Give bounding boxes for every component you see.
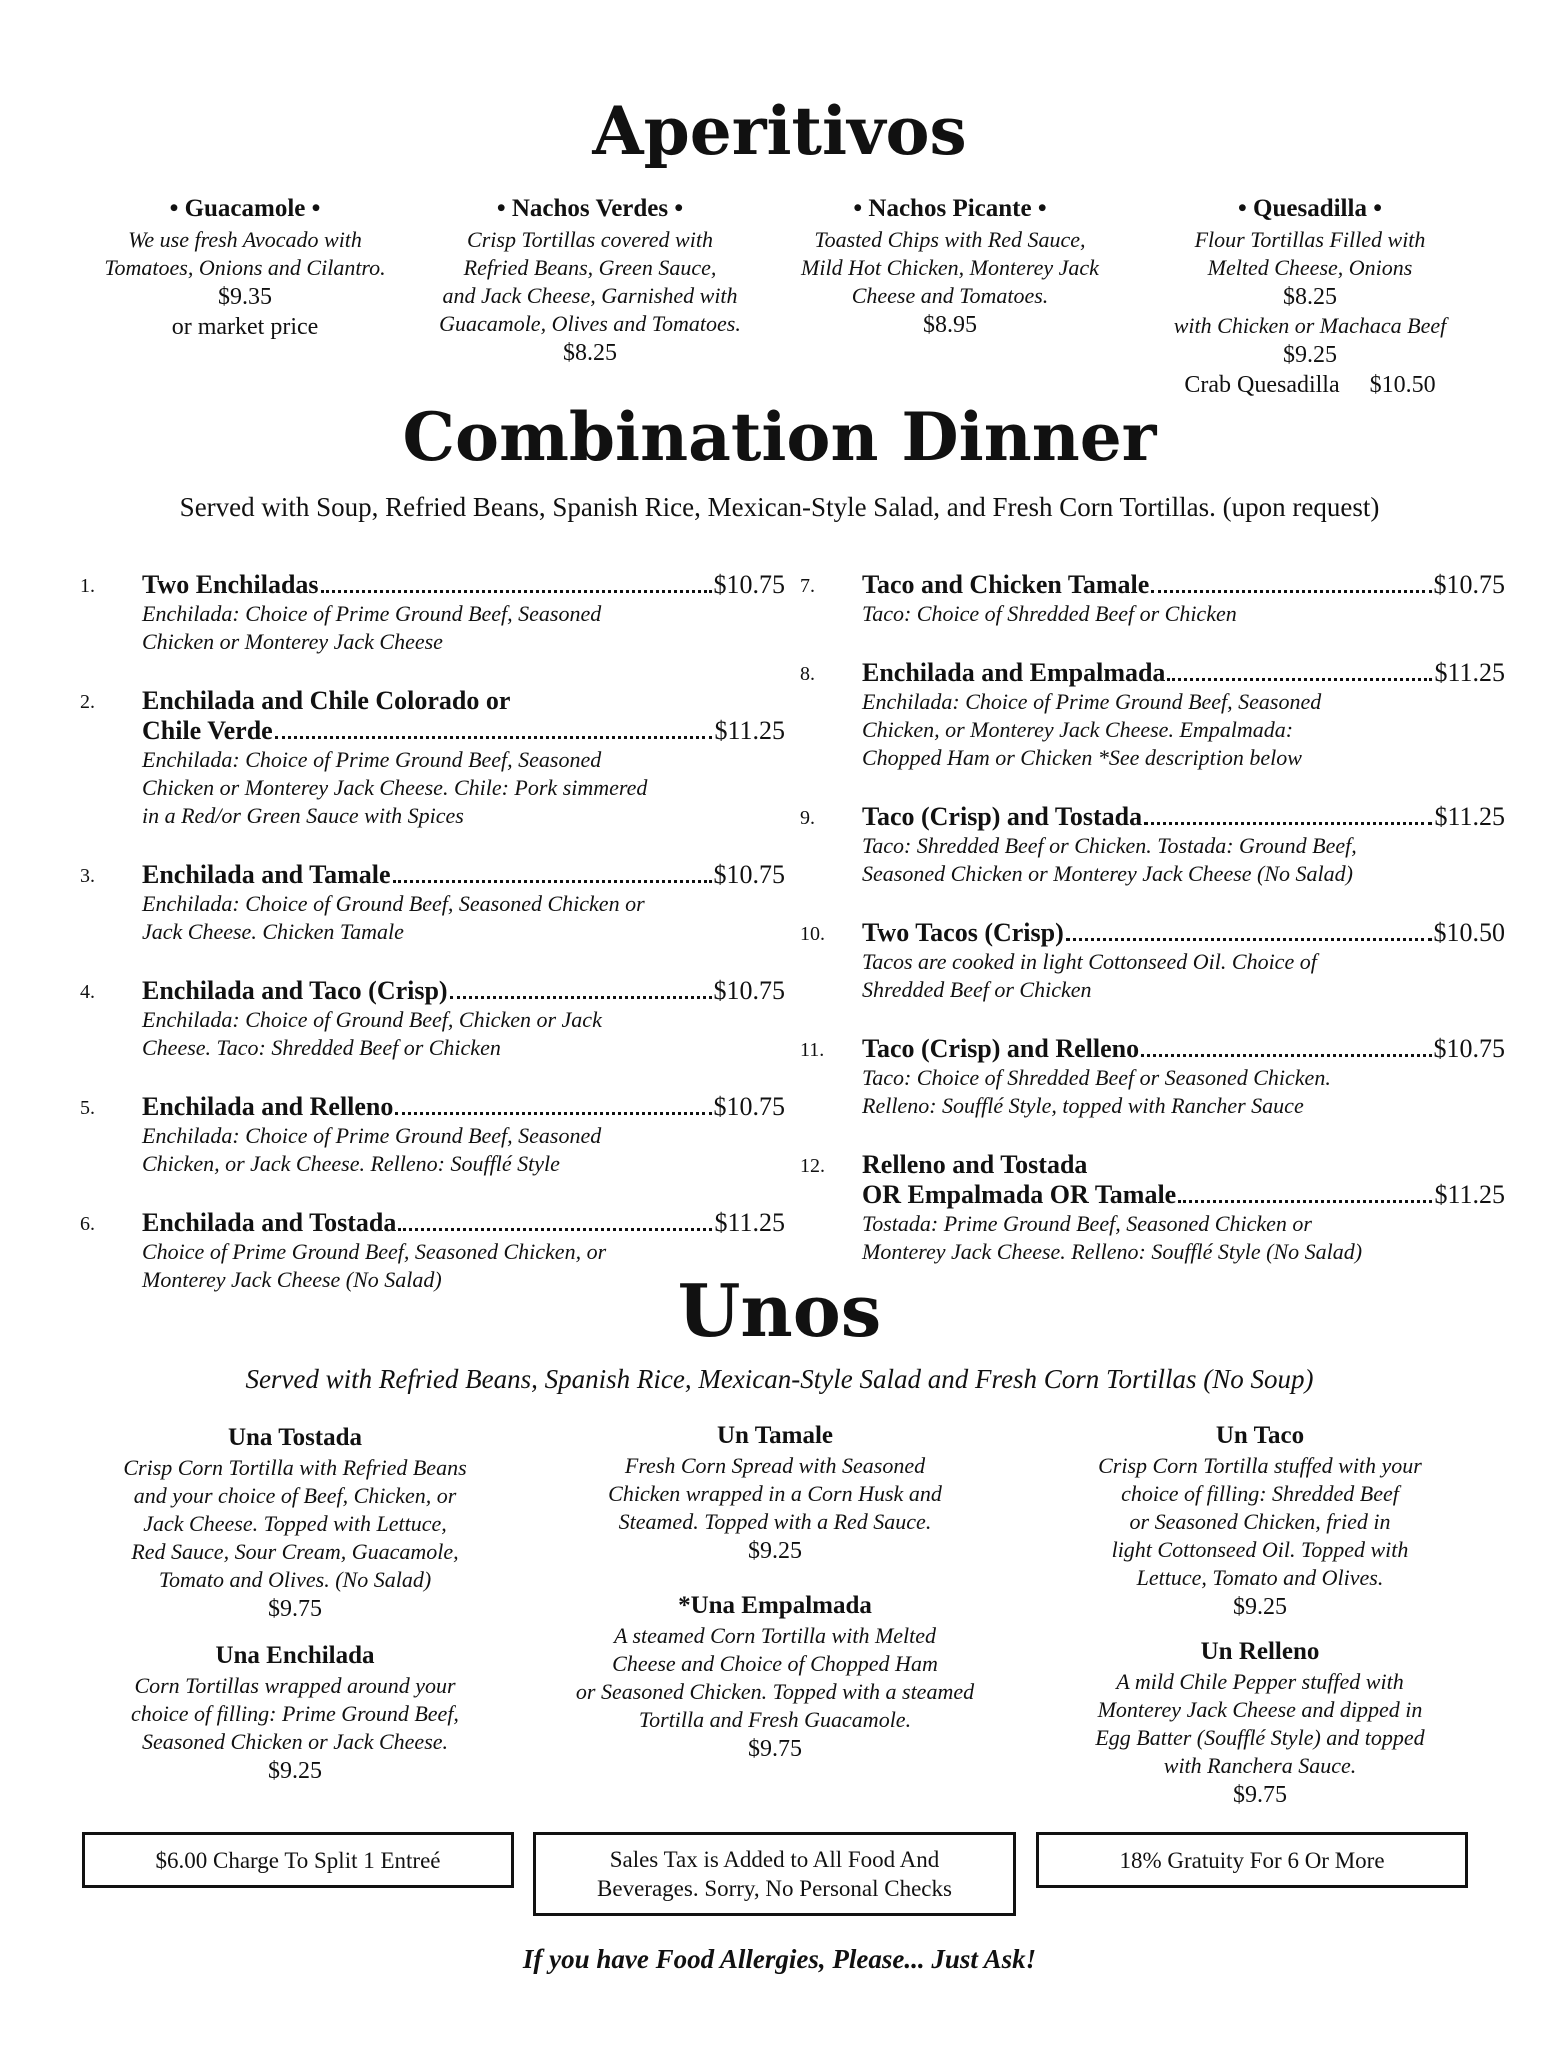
combination-desc: Jack Cheese. Chicken Tamale (142, 919, 404, 944)
appetizer-desc: Toasted Chips with Red Sauce, (814, 227, 1086, 252)
combination-item (80, 1092, 785, 1178)
uno-desc: Crisp Corn Tortilla stuffed with your (1098, 1453, 1422, 1478)
unos-subtitle: Served with Refried Beans, Spanish Rice, Mexican-Style Salad and Fresh Corn Tortillas (No Soup) (245, 1364, 1314, 1394)
combination-item (80, 570, 785, 656)
uno-price: $9.25 (1233, 1594, 1287, 1620)
combination-desc: Seasoned Chicken or Monterey Jack Cheese (No Salad) (862, 861, 1353, 886)
appetizer-price: $8.25 (563, 340, 617, 366)
combination-number: 12. (800, 1155, 825, 1177)
combination-number: 2. (80, 691, 95, 713)
combination-desc: in a Red/or Green Sauce with Spices (142, 803, 464, 828)
appetizer-quesadilla (1140, 192, 1480, 400)
uno-una-enchilada (90, 1640, 500, 1786)
appetizer-name: • Nachos Picante • (853, 195, 1047, 222)
combination-price: $11.25 (714, 1208, 785, 1237)
combination-title-text: Taco and Chicken Tamale (862, 570, 1150, 599)
combination-desc: Tostada: Prime Ground Beef, Seasoned Chicken or (862, 1211, 1312, 1236)
combination-number: 1. (80, 575, 95, 597)
uno-desc: Jack Cheese. Topped with Lettuce, (143, 1511, 447, 1536)
combination-column-left (80, 570, 785, 1324)
dot-leader (321, 590, 712, 593)
appetizer-desc: Refried Beans, Green Sauce, (463, 255, 717, 280)
combination-desc: Chicken or Monterey Jack Cheese. Chile: Pork simmered (142, 775, 648, 800)
combination-item (800, 1034, 1505, 1120)
appetizer-nachos-verdes (420, 192, 760, 368)
uno-desc: Corn Tortillas wrapped around your (134, 1673, 456, 1698)
appetizer-name: • Quesadilla • (1238, 195, 1382, 222)
combination-desc: Taco: Shredded Beef or Chicken. Tostada: Ground Beef, (862, 833, 1357, 858)
combination-number: 3. (80, 865, 95, 887)
appetizer-nachos-picante (780, 192, 1120, 340)
combination-desc: Chicken, or Monterey Jack Cheese. Empalmada: (862, 717, 1294, 742)
uno-name: Una Enchilada (215, 1642, 375, 1669)
appetizer-desc: Guacamole, Olives and Tomatoes. (439, 311, 741, 336)
uno-desc: A mild Chile Pepper stuffed with (1116, 1669, 1404, 1694)
uno-price: $9.25 (268, 1758, 322, 1784)
allergy-footer: If you have Food Allergies, Please... Just Ask! (522, 1944, 1037, 1974)
combination-column-right (800, 570, 1505, 1296)
combination-title-text: Enchilada and Taco (Crisp) (142, 976, 448, 1005)
uno-desc: Fresh Corn Spread with Seasoned (624, 1453, 926, 1478)
combination-price: $11.25 (714, 716, 785, 745)
dot-leader (398, 1228, 712, 1231)
combination-title-text: OR Empalmada OR Tamale (862, 1180, 1177, 1209)
combination-number: 10. (800, 923, 825, 945)
appetizer-desc: Crisp Tortillas covered with (467, 227, 713, 252)
dot-leader (393, 880, 712, 883)
uno-un-tamale (545, 1420, 1005, 1566)
appetizer-desc: Tomatoes, Onions and Cilantro. (104, 255, 386, 280)
appetizer-name: • Guacamole • (169, 195, 321, 222)
unos-title: Unos (677, 1268, 882, 1353)
combination-title-text: Relleno and Tostada (862, 1150, 1088, 1179)
appetizer-name: • Nachos Verdes • (496, 195, 684, 222)
combination-desc: Chicken or Monterey Jack Cheese (142, 629, 443, 654)
combination-price: $10.75 (1433, 1034, 1505, 1063)
uno-name: *Una Empalmada (678, 1592, 872, 1619)
combination-price: $10.75 (713, 976, 785, 1005)
dot-leader (395, 1112, 711, 1115)
uno-una-tostada (90, 1422, 500, 1624)
appetizer-price: $9.25 (1283, 342, 1337, 368)
uno-desc: Tortilla and Fresh Guacamole. (638, 1707, 912, 1732)
dot-leader (1178, 1200, 1432, 1203)
uno-name: Un Tamale (716, 1422, 833, 1449)
uno-un-relleno (1050, 1636, 1470, 1810)
combination-number: 9. (800, 807, 815, 829)
combination-title: Combination Dinner (402, 398, 1157, 476)
combination-desc: Enchilada: Choice of Ground Beef, Seasoned Chicken or (142, 891, 645, 916)
combination-desc: Chopped Ham or Chicken *See description below (862, 745, 1302, 770)
combination-number: 11. (800, 1039, 825, 1061)
uno-desc: or Seasoned Chicken. Topped with a steamed (575, 1679, 975, 1704)
uno-name: Una Tostada (227, 1424, 363, 1451)
appetizer-desc: We use fresh Avocado with (128, 227, 362, 252)
uno-name: Un Taco (1215, 1422, 1305, 1449)
uno-desc: choice of filling: Shredded Beef (1121, 1481, 1399, 1506)
combination-title-text: Enchilada and Tostada (142, 1208, 397, 1237)
combination-title-text: Enchilada and Tamale (142, 860, 391, 889)
uno-name: Un Relleno (1200, 1638, 1320, 1665)
combination-price: $11.25 (1434, 1180, 1505, 1209)
crab-quesadilla-row (1140, 370, 1480, 400)
combination-desc: Choice of Prime Ground Beef, Seasoned Chicken, or (142, 1239, 607, 1264)
appetizer-desc: Melted Cheese, Onions (1207, 255, 1413, 280)
sales-tax-text: Sales Tax is Added to All Food And (609, 1847, 940, 1872)
uno-desc: or Seasoned Chicken, fried in (1129, 1509, 1391, 1534)
crab-quesadilla-price: $10.50 (1369, 372, 1436, 398)
appetizer-price: $8.95 (923, 312, 977, 338)
uno-desc: Monterey Jack Cheese and dipped in (1097, 1697, 1423, 1722)
dot-leader (1167, 678, 1432, 681)
combination-number: 6. (80, 1213, 95, 1235)
uno-desc: and your choice of Beef, Chicken, or (133, 1483, 457, 1508)
combination-desc: Cheese. Taco: Shredded Beef or Chicken (142, 1035, 501, 1060)
uno-price: $9.75 (268, 1596, 322, 1622)
appetizer-price: $9.35 (218, 284, 272, 310)
combination-title-text: Taco (Crisp) and Tostada (862, 802, 1143, 831)
combination-desc: Enchilada: Choice of Prime Ground Beef, Seasoned (142, 601, 602, 626)
appetizer-desc: with Chicken or Machaca Beef (1173, 313, 1447, 338)
uno-desc: Chicken wrapped in a Corn Husk and (608, 1481, 942, 1506)
combination-desc: Taco: Choice of Shredded Beef or Seasoned Chicken. (862, 1065, 1331, 1090)
combination-title-text: Enchilada and Empalmada (862, 658, 1166, 687)
sales-tax-box (533, 1832, 1016, 1916)
combination-price: $10.75 (1433, 570, 1505, 599)
combination-price: $11.25 (1434, 658, 1505, 687)
appetizer-desc: Flour Tortillas Filled with (1194, 227, 1426, 252)
split-charge-box (82, 1832, 514, 1888)
uno-price: $9.25 (748, 1538, 802, 1564)
combination-desc: Enchilada: Choice of Prime Ground Beef, Seasoned (142, 1123, 602, 1148)
gratuity-text: 18% Gratuity For 6 Or More (1119, 1847, 1385, 1873)
combination-price: $10.75 (713, 1092, 785, 1121)
uno-desc: Lettuce, Tomato and Olives. (1136, 1565, 1384, 1590)
combination-number: 4. (80, 981, 95, 1003)
combination-desc: Monterey Jack Cheese (No Salad) (142, 1267, 442, 1292)
combination-price: $11.25 (1434, 802, 1505, 831)
dot-leader (1141, 1054, 1431, 1057)
uno-price: $9.75 (1233, 1782, 1287, 1808)
combination-desc: Enchilada: Choice of Prime Ground Beef, Seasoned (142, 747, 602, 772)
combination-desc: Chicken, or Jack Cheese. Relleno: Soufflé Style (142, 1151, 560, 1176)
combination-title-text: Taco (Crisp) and Relleno (862, 1034, 1140, 1063)
combination-item (80, 860, 785, 946)
combination-desc: Relleno: Soufflé Style, topped with Rancher Sauce (862, 1093, 1304, 1118)
combination-desc: Monterey Jack Cheese. Relleno: Soufflé Style (No Salad) (862, 1239, 1363, 1264)
appetizer-guacamole (80, 192, 410, 342)
combination-price: $10.50 (1433, 918, 1505, 947)
dot-leader (1066, 938, 1432, 941)
combination-price: $10.75 (713, 570, 785, 599)
combination-desc: Enchilada: Choice of Ground Beef, Chicken or Jack (142, 1007, 602, 1032)
combination-item (800, 658, 1505, 772)
combination-item (800, 918, 1505, 1004)
uno-desc: Red Sauce, Sour Cream, Guacamole, (131, 1539, 459, 1564)
uno-desc: with Ranchera Sauce. (1163, 1753, 1357, 1778)
uno-una-empalmada (545, 1590, 1005, 1764)
appetizer-desc: and Jack Cheese, Garnished with (442, 283, 738, 308)
uno-un-taco (1050, 1420, 1470, 1622)
crab-quesadilla-label: Crab Quesadilla (1184, 372, 1340, 398)
combination-title-text: Chile Verde (142, 716, 273, 745)
uno-desc: light Cottonseed Oil. Topped with (1111, 1537, 1409, 1562)
uno-desc: choice of filling: Prime Ground Beef, (131, 1701, 459, 1726)
combination-desc: Shredded Beef or Chicken (862, 977, 1092, 1002)
combination-title-text: Enchilada and Relleno (142, 1092, 394, 1121)
appetizer-desc: Mild Hot Chicken, Monterey Jack (801, 255, 1099, 280)
combination-title-text: Two Enchiladas (142, 570, 319, 599)
uno-desc: Steamed. Topped with a Red Sauce. (618, 1509, 932, 1534)
appetizer-price: $8.25 (1283, 284, 1337, 310)
combination-item (80, 686, 785, 830)
appetizers-title: Aperitivos (592, 92, 967, 170)
uno-price: $9.75 (748, 1736, 802, 1762)
dot-leader (275, 736, 713, 739)
dot-leader (1151, 590, 1431, 593)
combination-desc: Taco: Choice of Shredded Beef or Chicken (862, 601, 1237, 626)
combination-number: 8. (800, 663, 815, 685)
dot-leader (450, 996, 712, 999)
appetizer-desc: Cheese and Tomatoes. (851, 283, 1049, 308)
combination-subtitle: Served with Soup, Refried Beans, Spanish Rice, Mexican-Style Salad, and Fresh Corn Tortillas. (upon request) (179, 492, 1380, 522)
combination-item (800, 570, 1505, 628)
split-charge-text: $6.00 Charge To Split 1 Entreé (155, 1847, 441, 1873)
appetizer-price-note: or market price (171, 314, 319, 340)
uno-desc: A steamed Corn Tortilla with Melted (613, 1623, 937, 1648)
uno-desc: Crisp Corn Tortilla with Refried Beans (123, 1455, 467, 1480)
combination-number: 7. (800, 575, 815, 597)
combination-item (800, 802, 1505, 888)
uno-desc: Egg Batter (Soufflé Style) and topped (1095, 1725, 1425, 1750)
gratuity-box (1036, 1832, 1468, 1888)
combination-item (80, 976, 785, 1062)
combination-title-text: Enchilada and Chile Colorado or (142, 686, 511, 715)
combination-item (800, 1150, 1505, 1266)
combination-price: $10.75 (713, 860, 785, 889)
dot-leader (1144, 822, 1432, 825)
uno-desc: Seasoned Chicken or Jack Cheese. (141, 1729, 449, 1754)
combination-desc: Enchilada: Choice of Prime Ground Beef, Seasoned (862, 689, 1322, 714)
combination-number: 5. (80, 1097, 95, 1119)
uno-desc: Tomato and Olives. (No Salad) (158, 1567, 432, 1592)
combination-desc: Tacos are cooked in light Cottonseed Oil. Choice of (862, 949, 1317, 974)
sales-tax-text: Beverages. Sorry, No Personal Checks (597, 1876, 952, 1901)
uno-desc: Cheese and Choice of Chopped Ham (612, 1651, 938, 1676)
combination-title-text: Two Tacos (Crisp) (862, 918, 1064, 947)
